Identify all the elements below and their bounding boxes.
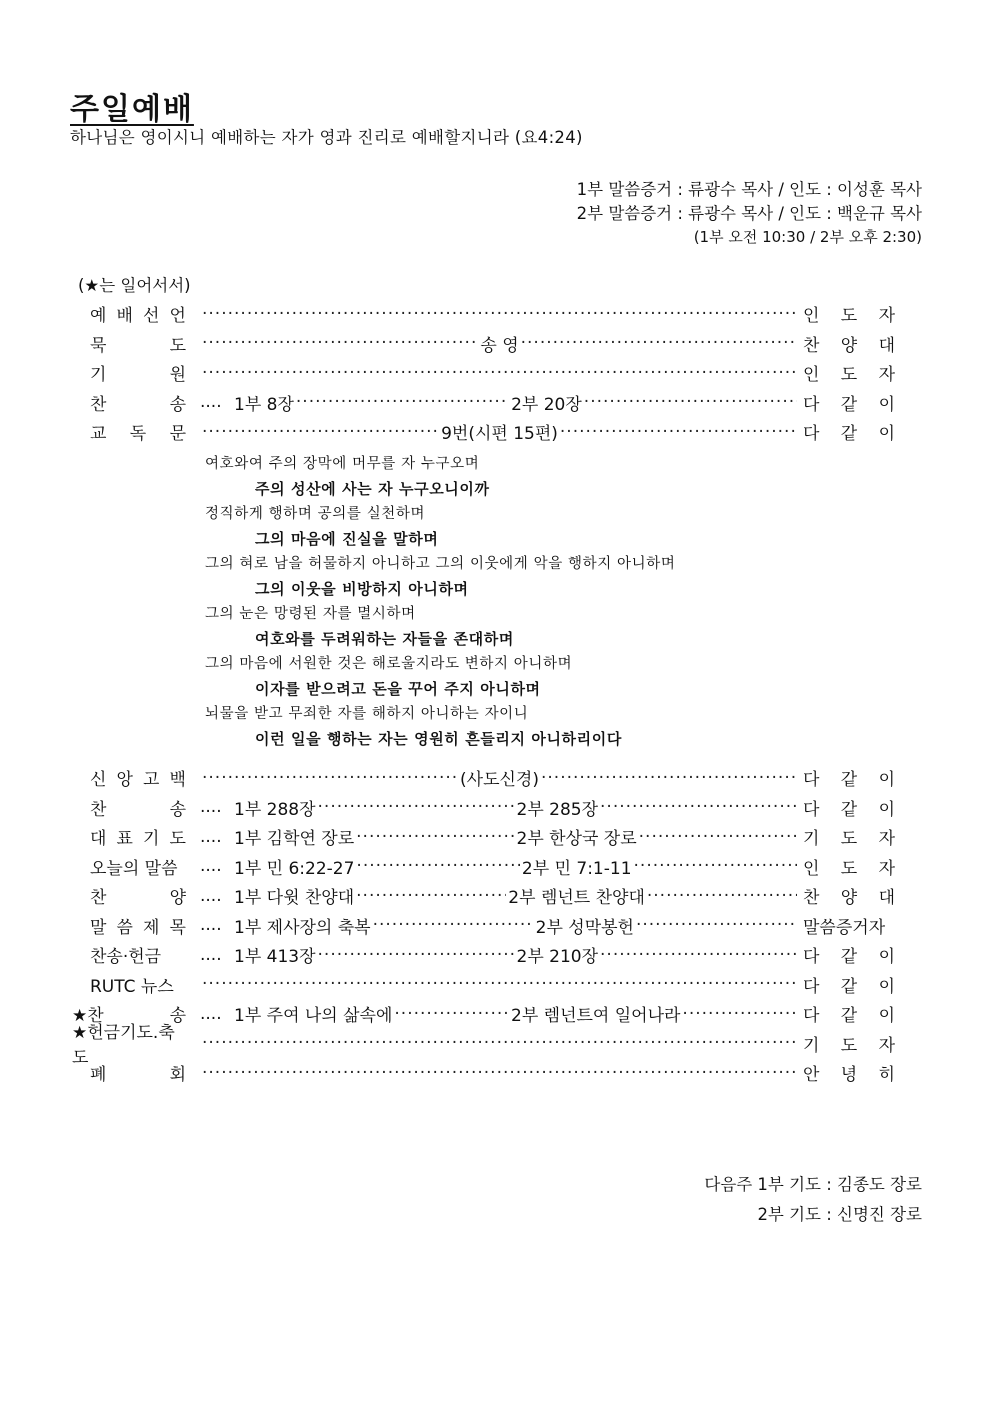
leader-dots [202,1033,797,1053]
reading-line: 그의 혀로 남을 허물하지 아니하고 그의 이웃에게 악을 행하지 아니하며 [205,556,676,572]
leader-dots [356,827,514,847]
leader-dots [202,363,797,383]
order-responder-char: 자 [878,1035,895,1056]
order-responder-char: 양 [840,335,858,356]
order-label [70,765,200,790]
leader-dots [202,422,439,442]
order-label-char: RUTC 뉴스 [90,976,174,997]
order-label [70,1060,200,1085]
scripture-verse: 하나님은 영이시니 예배하는 자가 영과 진리로 예배할지니라 (요4:24) [70,128,583,147]
order-label-char: 찬송·헌금 [90,947,162,968]
order-responder-char: 같 [840,770,858,791]
order-responder-char: 이 [878,976,895,997]
order-responder-char: 인 [803,306,820,327]
leader-dots [318,945,515,965]
order-responder-char: 이 [878,394,895,415]
order-label-char: 찬 [90,394,107,415]
leader-dots [541,768,797,788]
order-responder-char: 양 [840,888,858,909]
leader-dots [521,333,797,353]
order-responder-char: 같 [840,1006,858,1027]
order-label-char: 기 [143,829,160,850]
reading-line: 이자를 받으려고 돈을 꾸어 주지 아니하며 [255,680,541,698]
order-detail [200,795,799,820]
order-responder [803,913,895,938]
order-detail [200,883,799,908]
order-label-char: 앙 [116,770,133,791]
responsive-reading [205,452,675,752]
order-label [70,942,200,967]
order-responder-char: 같 [840,799,858,820]
order-responder-char: 자 [878,858,895,879]
page-title: 주일예배 [70,92,194,127]
order-row [70,852,895,882]
order-label-char: 신 [90,770,107,791]
order-responder [803,301,895,326]
order-responder-char: 같 [840,947,858,968]
order-responder [803,360,895,385]
leader-dots-short: .... [200,797,222,818]
order-detail [200,1001,799,1026]
leader-dots [560,422,797,442]
order-detail-text: 2부 민 7:1-11 [521,858,632,879]
leader-dots [296,392,509,412]
order-responder-char: 다 [803,799,820,820]
leader-dots-short: .... [200,915,222,936]
order-detail [200,390,799,415]
leader-dots-short: .... [200,944,222,965]
order-responder-char: 같 [840,394,858,415]
order-responder-char: 찬 [803,888,820,909]
order-responder [803,972,895,997]
order-label [70,824,200,849]
order-label-char: 폐 [90,1065,107,1086]
order-row [70,822,895,852]
next-week-line-1: 다음주 1부 기도 : 김종도 장로 [704,1175,922,1194]
order-detail [200,974,799,994]
order-responder-char: 안 [803,1065,820,1086]
order-responder-char: 다 [803,976,820,997]
order-responder-char: 같 [840,976,858,997]
order-label-char: 말 [90,917,107,938]
order-responder-char: 이 [878,799,895,820]
order-row [70,299,895,329]
order-responder-char: 다 [803,1006,820,1027]
order-responder [803,1031,895,1056]
order-label [70,419,200,444]
order-detail-text: (사도신경) [460,770,539,791]
order-responder-char: 히 [878,1065,895,1086]
order-detail-text: 2부 210장 [516,947,599,968]
order-responder-char: 녕 [840,1065,858,1086]
order-responder-char: 기 [803,1035,820,1056]
reading-line: 그의 눈은 망령된 자를 멸시하며 [205,606,416,622]
order-responder [803,390,895,415]
order-label-char: 씀 [116,917,133,938]
order-responder [803,419,895,444]
order-label [70,854,200,879]
order-responder [803,795,895,820]
order-label-char: 오늘의 말씀 [90,858,178,879]
order-detail-text: 9번(시편 15편) [441,424,558,445]
speaker-line-2: 2부 말씀증거 : 류광수 목사 / 인도 : 백운규 목사 [576,204,922,223]
order-responder-char: 다 [803,394,820,415]
leader-dots [647,886,797,906]
order-row [70,329,895,359]
leader-dots [682,1004,797,1024]
order-responder-char: 인 [803,858,820,879]
order-responder [803,883,895,908]
leader-dots-short: .... [200,885,222,906]
reading-line: 여호와여 주의 장막에 머무를 자 누구오며 [205,456,480,472]
leader-dots [202,974,797,994]
order-detail [200,913,799,938]
order-label-char: 도 [169,829,186,850]
order-detail [200,1033,799,1053]
leader-dots [202,768,458,788]
order-responder-char: 대 [878,335,895,356]
order-responder-char: 도 [840,829,858,850]
order-label-char: 언 [169,306,186,327]
order-row [70,940,895,970]
order-responder-char: 다 [803,424,820,445]
order-label-char: 도 [169,335,186,356]
reading-line: 정직하게 행하며 공의를 실천하며 [205,506,426,522]
order-responder [803,1001,895,1026]
order-detail [200,331,799,356]
order-row [70,417,895,447]
order-label [70,301,200,326]
order-row [70,763,895,793]
order-label-char: 백 [169,770,186,791]
order-label-char: 송 [169,799,186,820]
order-detail-text: 2부 한상국 장로 [516,829,637,850]
leader-dots [202,1063,797,1083]
reading-line: 그의 마음에 서원한 것은 해로울지라도 변하지 아니하며 [205,656,573,672]
leader-dots [584,392,797,412]
order-row [70,793,895,823]
order-detail [200,304,799,324]
order-responder-char: 말씀증거자 [803,917,886,938]
order-responder-char: 이 [878,947,895,968]
order-label-char: 표 [116,829,133,850]
order-responder-char: 인 [803,365,820,386]
order-responder [803,331,895,356]
leader-dots [639,827,797,847]
order-label-char: 기 [90,365,107,386]
order-label-char: 대 [90,829,107,850]
leader-dots [394,1004,509,1024]
stand-note: (★는 일어서서) [78,276,191,295]
order-responder-char: 자 [878,306,895,327]
service-times: (1부 오전 10:30 / 2부 오후 2:30) [693,228,922,246]
order-row [70,881,895,911]
order-label-char: 송 [169,1006,186,1027]
order-label-char: 문 [169,424,186,445]
order-label-char: 찬 [90,799,107,820]
order-label-char: ★헌금기도.축도 [72,1023,175,1069]
next-week-line-2: 2부 기도 : 신명진 장로 [757,1205,922,1224]
leader-dots [600,945,797,965]
order-responder [803,824,895,849]
order-label [70,913,200,938]
leader-dots-short: .... [200,856,222,877]
order-row [70,1058,895,1088]
order-detail-text: 1부 288장 [234,799,316,820]
order-detail-text: 1부 413장 [234,947,316,968]
order-label-char: 선 [143,306,160,327]
order-detail-text: 1부 제사장의 축복 [234,917,371,938]
leader-dots [600,797,797,817]
order-detail [200,854,799,879]
order-detail-text: 1부 김학연 장로 [234,829,355,850]
order-label [70,795,200,820]
order-detail-text: 2부 렘넌트여 일어나라 [511,1006,681,1027]
order-label-char: 예 [90,306,107,327]
reading-line: 주의 성산에 사는 자 누구오니이까 [255,480,490,498]
next-week-prayer [704,1170,922,1230]
leader-dots [373,915,534,935]
order-row [70,388,895,418]
order-responder [803,765,895,790]
speaker-info [577,178,922,248]
order-responder-char: 기 [803,829,820,850]
order-detail-text: 2부 성막봉헌 [535,917,634,938]
order-row [70,358,895,388]
leader-dots [356,856,520,876]
order-label [70,972,200,997]
order-row [70,911,895,941]
leader-dots-short: .... [200,392,222,413]
order-detail-text: 1부 민 6:22-27 [234,858,355,879]
order-row [70,1023,895,1069]
order-responder-char: 도 [840,365,858,386]
leader-dots [636,915,797,935]
order-detail [200,1063,799,1083]
leader-dots-short: .... [200,826,222,847]
order-detail [200,942,799,967]
reading-line: 여호와를 두려워하는 자들을 존대하며 [255,630,514,648]
order-responder-char: 이 [878,424,895,445]
order-label-char: 목 [169,917,186,938]
order-detail-text: 1부 8장 [234,394,294,415]
order-label-char: 양 [169,888,186,909]
order-label [70,360,200,385]
leader-dots [318,797,515,817]
order-responder-char: 자 [878,365,895,386]
order-detail-text: 2부 20장 [511,394,582,415]
order-responder [803,1060,895,1085]
order-responder-char: 자 [878,829,895,850]
order-of-service-bottom [70,763,895,1088]
order-responder [803,854,895,879]
leader-dots [202,304,797,324]
order-responder-char: 다 [803,770,820,791]
order-label-char: 묵 [90,335,107,356]
order-responder-char: 도 [840,858,858,879]
order-detail-text: 1부 다윗 찬양대 [234,888,355,909]
order-responder-char: 대 [878,888,895,909]
order-label-char: 배 [116,306,133,327]
order-detail-text: 2부 285장 [516,799,599,820]
order-detail-text: 2부 렘넌트 찬양대 [508,888,645,909]
leader-dots-short: .... [200,1003,222,1024]
order-of-service-top [70,299,895,447]
order-label [70,390,200,415]
order-responder-char: 같 [840,424,858,445]
order-responder-char: 찬 [803,335,820,356]
leader-dots [356,886,506,906]
order-row [70,970,895,1000]
order-label-char: 제 [143,917,160,938]
order-label-char: 교 [90,424,107,445]
order-detail [200,765,799,790]
leader-dots [202,333,478,353]
reading-line: 이런 일을 행하는 자는 영원히 흔들리지 아니하리이다 [255,730,622,748]
order-label-char: 찬 [90,888,107,909]
reading-line: 그의 이웃을 비방하지 아니하며 [255,580,469,598]
order-responder-char: 이 [878,1006,895,1027]
speaker-line-1: 1부 말씀증거 : 류광수 목사 / 인도 : 이성훈 목사 [576,180,922,199]
order-label [70,331,200,356]
order-label-char: 고 [143,770,160,791]
order-detail [200,363,799,383]
order-responder-char: 도 [840,1035,858,1056]
order-responder [803,942,895,967]
order-label-char: 원 [169,365,186,386]
order-responder-char: 도 [840,306,858,327]
order-detail [200,824,799,849]
order-label-char: 독 [129,424,147,445]
order-detail [200,419,799,444]
order-detail-text: 송 영 [480,335,519,356]
order-responder-char: 이 [878,770,895,791]
leader-dots [634,856,798,876]
order-label-char: 회 [169,1065,186,1086]
reading-line: 그의 마음에 진실을 말하며 [255,530,439,548]
order-detail-text: 1부 주여 나의 삶속에 [234,1006,393,1027]
reading-line: 뇌물을 받고 무죄한 자를 해하지 아니하는 자이니 [205,706,529,722]
order-label-char: ★찬 [72,1006,104,1027]
order-label [70,883,200,908]
order-responder-char: 다 [803,947,820,968]
order-label-char: 송 [169,394,186,415]
